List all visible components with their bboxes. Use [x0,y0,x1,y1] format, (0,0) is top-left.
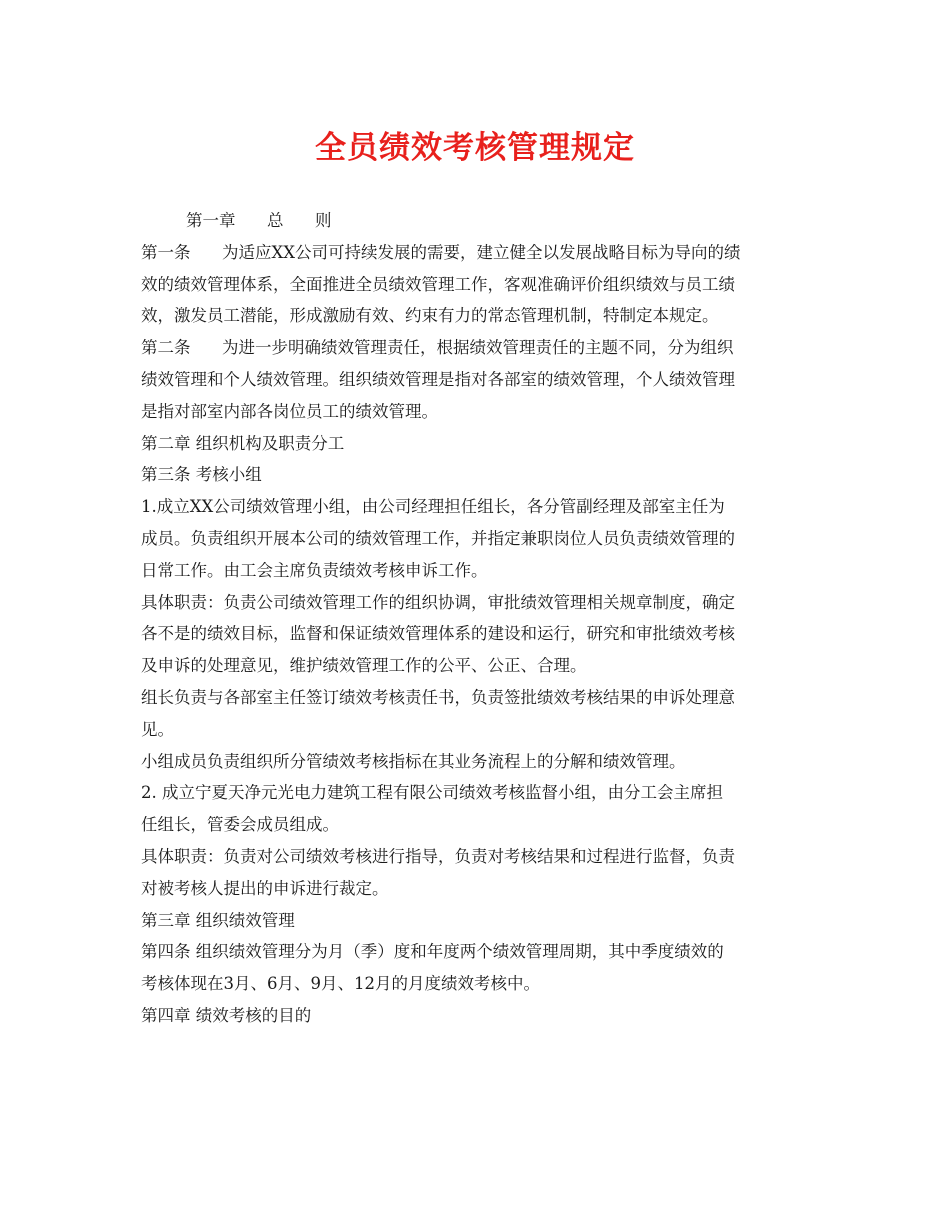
paragraph-line: 第四条 组织绩效管理分为月（季）度和年度两个绩效管理周期，其中季度绩效的 [141,942,724,962]
chapter-heading: 第二章 组织机构及职责分工 [141,433,345,453]
paragraph-line: 第一条 为适应XX公司可持续发展的需要，建立健全以发展战略目标为导向的绩 [141,242,741,262]
chapter-heading: 第四章 绩效考核的目的 [141,1005,312,1025]
paragraph-line: 2. 成立宁夏天净元光电力建筑工程有限公司绩效考核监督小组，由分工会主席担 [141,783,723,803]
paragraph-line: 各不是的绩效目标，监督和保证绩效管理体系的建设和运行，研究和审批绩效考核 [141,624,735,644]
paragraph-line: 任组长，管委会成员组成。 [141,815,339,835]
paragraph-line: 绩效管理和个人绩效管理。组织绩效管理是指对各部室的绩效管理，个人绩效管理 [141,369,735,389]
paragraph-line: 效的绩效管理体系，全面推进全员绩效管理工作，客观准确评价组织绩效与员工绩 [141,274,735,294]
paragraph-line: 见。 [141,719,174,739]
paragraph-line: 1.成立XX公司绩效管理小组，由公司经理担任组长，各分管副经理及部室主任为 [141,497,725,517]
paragraph-line: 考核体现在3月、6月、9月、12月的月度绩效考核中。 [141,974,540,994]
article-heading: 第三条 考核小组 [141,465,262,485]
chapter-heading: 第三章 组织绩效管理 [141,910,295,930]
paragraph-line: 及申诉的处理意见，维护绩效管理工作的公平、公正、合理。 [141,656,587,676]
paragraph-line: 具体职责：负责公司绩效管理工作的组织协调，审批绩效管理相关规章制度，确定 [141,592,735,612]
paragraph-line: 效，激发员工潜能，形成激励有效、约束有力的常态管理机制，特制定本规定。 [141,306,719,326]
document-title: 全员绩效考核管理规定 [315,130,635,166]
chapter-heading: 第一章 总 则 [186,211,332,230]
document-body [141,205,817,1032]
paragraph-line: 具体职责：负责对公司绩效考核进行指导，负责对考核结果和过程进行监督，负责 [141,846,735,866]
paragraph-line: 是指对部室内部各岗位员工的绩效管理。 [141,401,438,421]
paragraph-line: 对被考核人提出的申诉进行裁定。 [141,878,389,898]
paragraph-line: 日常工作。由工会主席负责绩效考核申诉工作。 [141,560,488,580]
paragraph-line: 组长负责与各部室主任签订绩效考核责任书，负责签批绩效考核结果的申诉处理意 [141,687,735,707]
paragraph-line: 成员。负责组织开展本公司的绩效管理工作，并指定兼职岗位人员负责绩效管理的 [141,528,735,548]
paragraph-line: 小组成员负责组织所分管绩效考核指标在其业务流程上的分解和绩效管理。 [141,751,686,771]
paragraph-line: 第二条 为进一步明确绩效管理责任，根据绩效管理责任的主题不同，分为组织 [141,338,734,358]
